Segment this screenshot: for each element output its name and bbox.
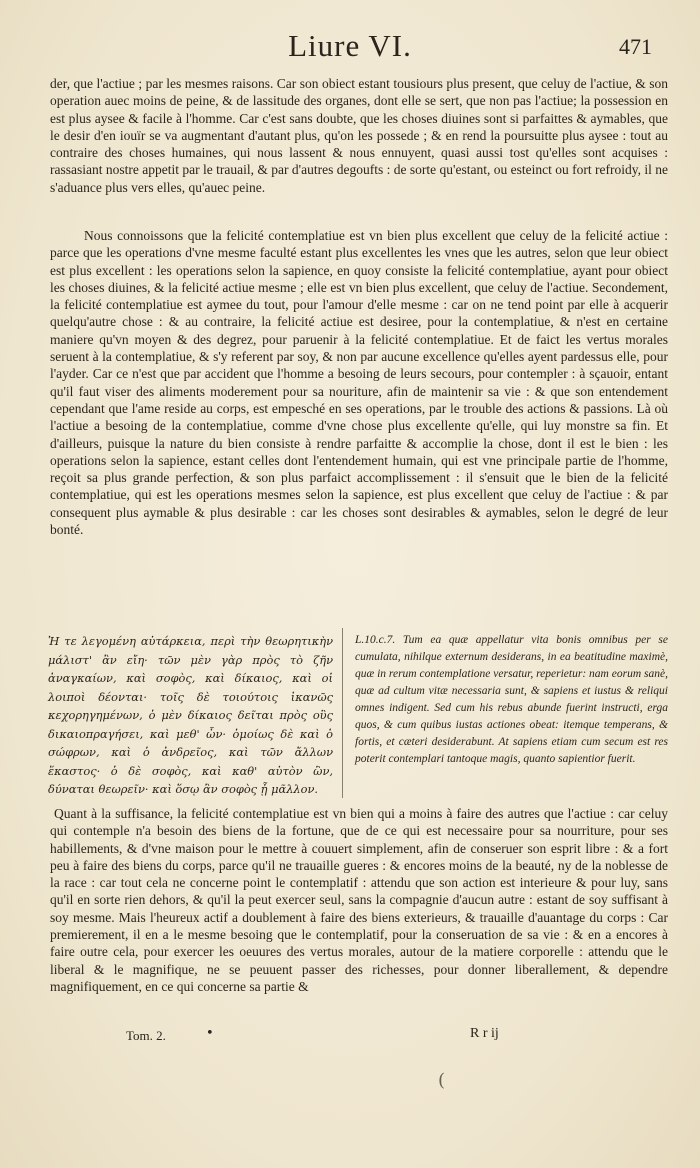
footer-dot: • (206, 1026, 214, 1041)
greek-quote: Ἡ τε λεγομένη αὐτάρκεια, περὶ τὴν θεωρητικὴν μάλιστ' ἂν εἴη· τῶν μὲν γὰρ πρὸς τὸ ζῆν ἀναγκαίων, καὶ σοφὸς, καὶ δίκαιος, καὶ οἱ λοιποὶ δέονται· τοῖς δὲ τοιούτοις ἱκανῶς κεχορηγημένων, ὁ μὲν δίκαιος δεῖται πρὸς οὓς δικαιοπραγήσει, καὶ μεθ' ὧν· ὁμοίως δὲ καὶ ὁ σώφρων, καὶ ὁ ἀνδρεῖος, καὶ τῶν ἄλλων ἕκαστος· ὁ δὲ σοφὸς, καὶ καθ' αὑτὸν ὢν, δύναται θεωρεῖν· καὶ ὅσῳ ἂν σοφὸς ᾖ μᾶλλον. (48, 634, 333, 796)
bottom-mark: ( (438, 1070, 446, 1091)
signature-mark: R r ij (470, 1026, 499, 1041)
page-title: Liure VI. (288, 28, 412, 63)
paragraph-3: Quant à la suffisance, la felicité contemplatiue est vn bien qui a moins à faire des autres que l'actiue : car celuy qui contemple n'a besoin des biens de la fortune, que de ce qui est necessaire pour sa nourriture, pour ses habillements, & d'vne maison pour le mettre à couuert simplement, afin de conseruer son esprit libre : & a fort peu à faire des biens du corps, parce qu'il ne trauaille gueres : & encores moins de la beauté, ny de la noblesse de la race : car tout cela ne concerne point le contemplatif : attendu que son action est interieure & pour luy, sans qu'il en sorte rien dehors, & qu'il la peut exercer seul, sans la compagnie d'aucun autre : estant de soy suffisant à soy mesme. Mais l'heureux actif a doublement à faire des biens exterieurs, & trauaille d'auantage du corps : Car premierement, il en a le mesme besoing que le contemplatif, pour la conseruation de sa vie : & en a encores à faire outre cela, pour exercer les oeuures des vertus morales, autour de la matiere corporelle : attendu que le liberal & le magnifique, ne se peuuent passer des richesses, pour donner liberallement, & dependre magnifiquement, en ce qui concerne sa partie & (50, 806, 668, 994)
quote-divider (342, 628, 343, 798)
paragraph-1: der, que l'actiue ; par les mesmes raisons. Car son obiect estant tousiours plus present, que celuy de l'actiue, & son operation auec moins de peine, & de lassitude des organes, dont elle se sert, que non pas l'actiue; la possession en est plus aysee & facile à l'homme. Car c'est sans doubte, que les choses diuines sont si parfaittes & aymables, que le desir d'en iouïr se va augmentant d'autant plus, qu'on les possede ; & en rend la poursuitte plus aysee : tout au contraire des choses humaines, qui nous lassent & nous ennuyent, quasi aussi tost qu'elles sont acquises : rassasiant nostre appetit par le trauail, & par d'autres degoufts : de sorte qu'estant, ou esteinct ou fort refroidy, il ne s'aduance plus vers elles, qu'auec peine. (50, 76, 668, 195)
paragraph-2: Nous connoissons que la felicité contemplatiue est vn bien plus excellent que celuy de la felicité actiue : parce que les operations d'vne mesme faculté estant plus excellentes les vnes que les autres, selon que leur obiect est plus excellent : les operations selon la sapience, en quoy consiste la felicité contemplatiue, ayant pour obiect les choses diuines, & la felicité actiue mesme ; elle est vn bien plus excellent, que celuy de l'actiue. Secondement, la felicité contemplatiue est aymee du tout, pour l'amour d'elle mesme : car on ne tend point par elle à acquerir quelqu'autre chose : & au contraire, la felicité actiue est desiree, pour la contemplatiue, & n'est en certaine maniere qu'vn moyen & des degrez, pour paruenir à la felicité contemplatiue. Et de faict les vertus morales seruent à la contemplatiue, & s'y referent par soy, & non par aucune excellence qu'elles ayent pardessus elle, pour l'ayder. Car ce n'est que par accident que l'homme a besoing de leurs secours, pour contempler : à sçauoir, entant qu'il faut viser des aliments moderement pour sa nouriture, afin de maintenir sa vie : & que son entendement cependant que l'ame reside au corps, est empesché en ses operations, par le trouble des actions & passions. Là où l'actiue a besoing de la contemplatiue, comme d'vne chose plus excellente qu'elle, qui luy monstre sa fin. Et d'ailleurs, puisque la nature du bien consiste à rendre parfaitte & accomplie la chose, dont il est le bien : les operations selon la sapience, estant celles dont l'entendement humain, qui est vne principale partie de l'homme, reçoit sa plus grande perfection, & son plus parfaict accomplissement : il s'ensuit que le bien de la felicité contemplatiue, qui est les operations mesmes selon la sapience, est plus excellent que celuy de l'actiue : & par consequent plus aymable & plus desirable : car les choses sont desirables & aymables, selon le degré de leur bonté. (50, 228, 668, 538)
page-number: 471 (619, 34, 652, 59)
volume-mark: Tom. 2. (126, 1028, 166, 1043)
latin-quote: L.10.c.7. Tum ea quæ appellatur vita bonis omnibus per se cumulata, nihilque externum desiderans, in ea beatitudine maximè, quæ in rerum contemplatione versatur, reperietur: nam eorum sanè, quæ ad cultum vitæ necessaria sunt, & sapiens et iustus & reliqui omnes indigent. Sed cum his rebus abunde fuerint instructi, erga quos, & cum quibus iustas actiones obeat: itemque temperans, & fortis, et cæteri desiderabunt. At sapiens etiam cum secum est res poterit contemplari tantoque magis, quanto sapientior fuerit. (355, 634, 668, 765)
